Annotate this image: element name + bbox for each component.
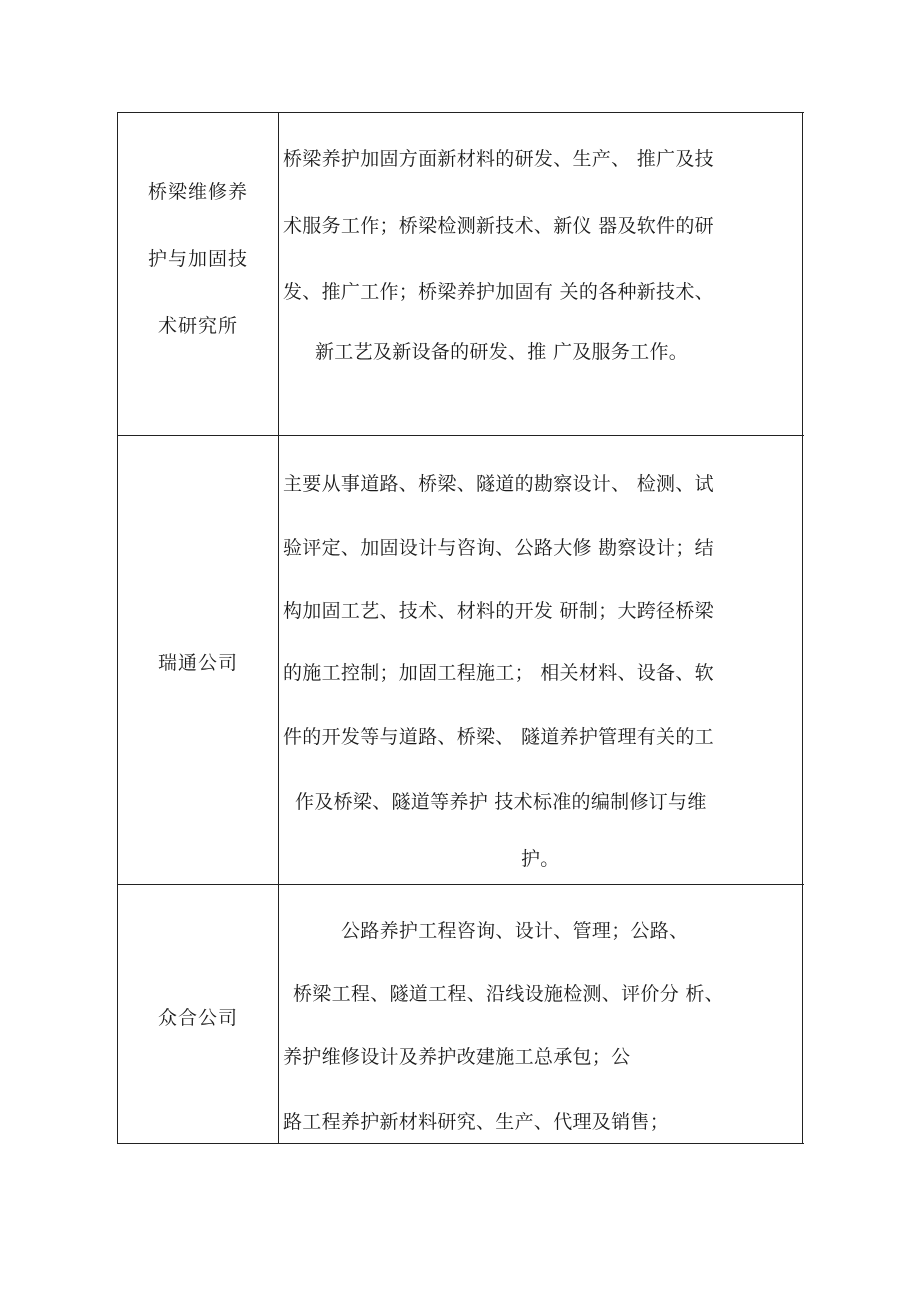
description-line: 养护维修设计及养护改建施工总承包；公 [283, 1046, 631, 1068]
description-line: 路工程养护新材料研究、生产、代理及销售； [283, 1111, 670, 1133]
company-name-cell [118, 885, 279, 1143]
description-line: 发、推广工作；桥梁养护加固有 关的各种新技术、 [283, 281, 714, 303]
description-line: 验评定、加固设计与咨询、公路大修 勘察设计；结 [283, 537, 714, 559]
table-row [118, 436, 804, 885]
company-name-line: 瑞通公司 [157, 652, 238, 674]
description-line: 公路养护工程咨询、设计、管理；公路、 [341, 920, 689, 942]
company-description-cell [279, 436, 803, 884]
description-line: 构加固工艺、技术、材料的开发 研制；大跨径桥梁 [283, 600, 714, 622]
company-description-cell [279, 113, 803, 435]
description-line: 护。 [521, 848, 560, 870]
company-name-line: 桥梁维修养 [147, 181, 248, 203]
company-name-cell [118, 113, 279, 435]
description-line: 的施工控制；加固工程施工； 相关材料、设备、软 [283, 662, 714, 684]
description-line: 作及桥梁、隧道等养护 技术标准的编制修订与维 [295, 791, 707, 813]
description-line: 桥梁工程、隧道工程、沿线设施检测、评价分 析、 [293, 983, 724, 1005]
company-description-cell [279, 885, 803, 1143]
table-row [118, 885, 804, 1144]
description-line: 桥梁养护加固方面新材料的研发、生产、 推广及技 [283, 148, 714, 170]
description-line: 新工艺及新设备的研发、推 广及服务工作。 [315, 341, 689, 363]
company-name-line: 众合公司 [157, 1007, 238, 1029]
company-name-line: 护与加固技 [147, 248, 248, 270]
company-name-cell [118, 436, 279, 884]
description-line: 主要从事道路、桥梁、隧道的勘察设计、 检测、试 [283, 473, 714, 495]
description-line: 术服务工作；桥梁检测新技术、新仪 器及软件的研 [283, 215, 714, 237]
company-table [117, 112, 804, 1144]
table-row [118, 113, 804, 436]
description-line: 件的开发等与道路、桥梁、 隧道养护管理有关的工 [283, 726, 714, 748]
company-name-line: 术研究所 [157, 315, 238, 337]
